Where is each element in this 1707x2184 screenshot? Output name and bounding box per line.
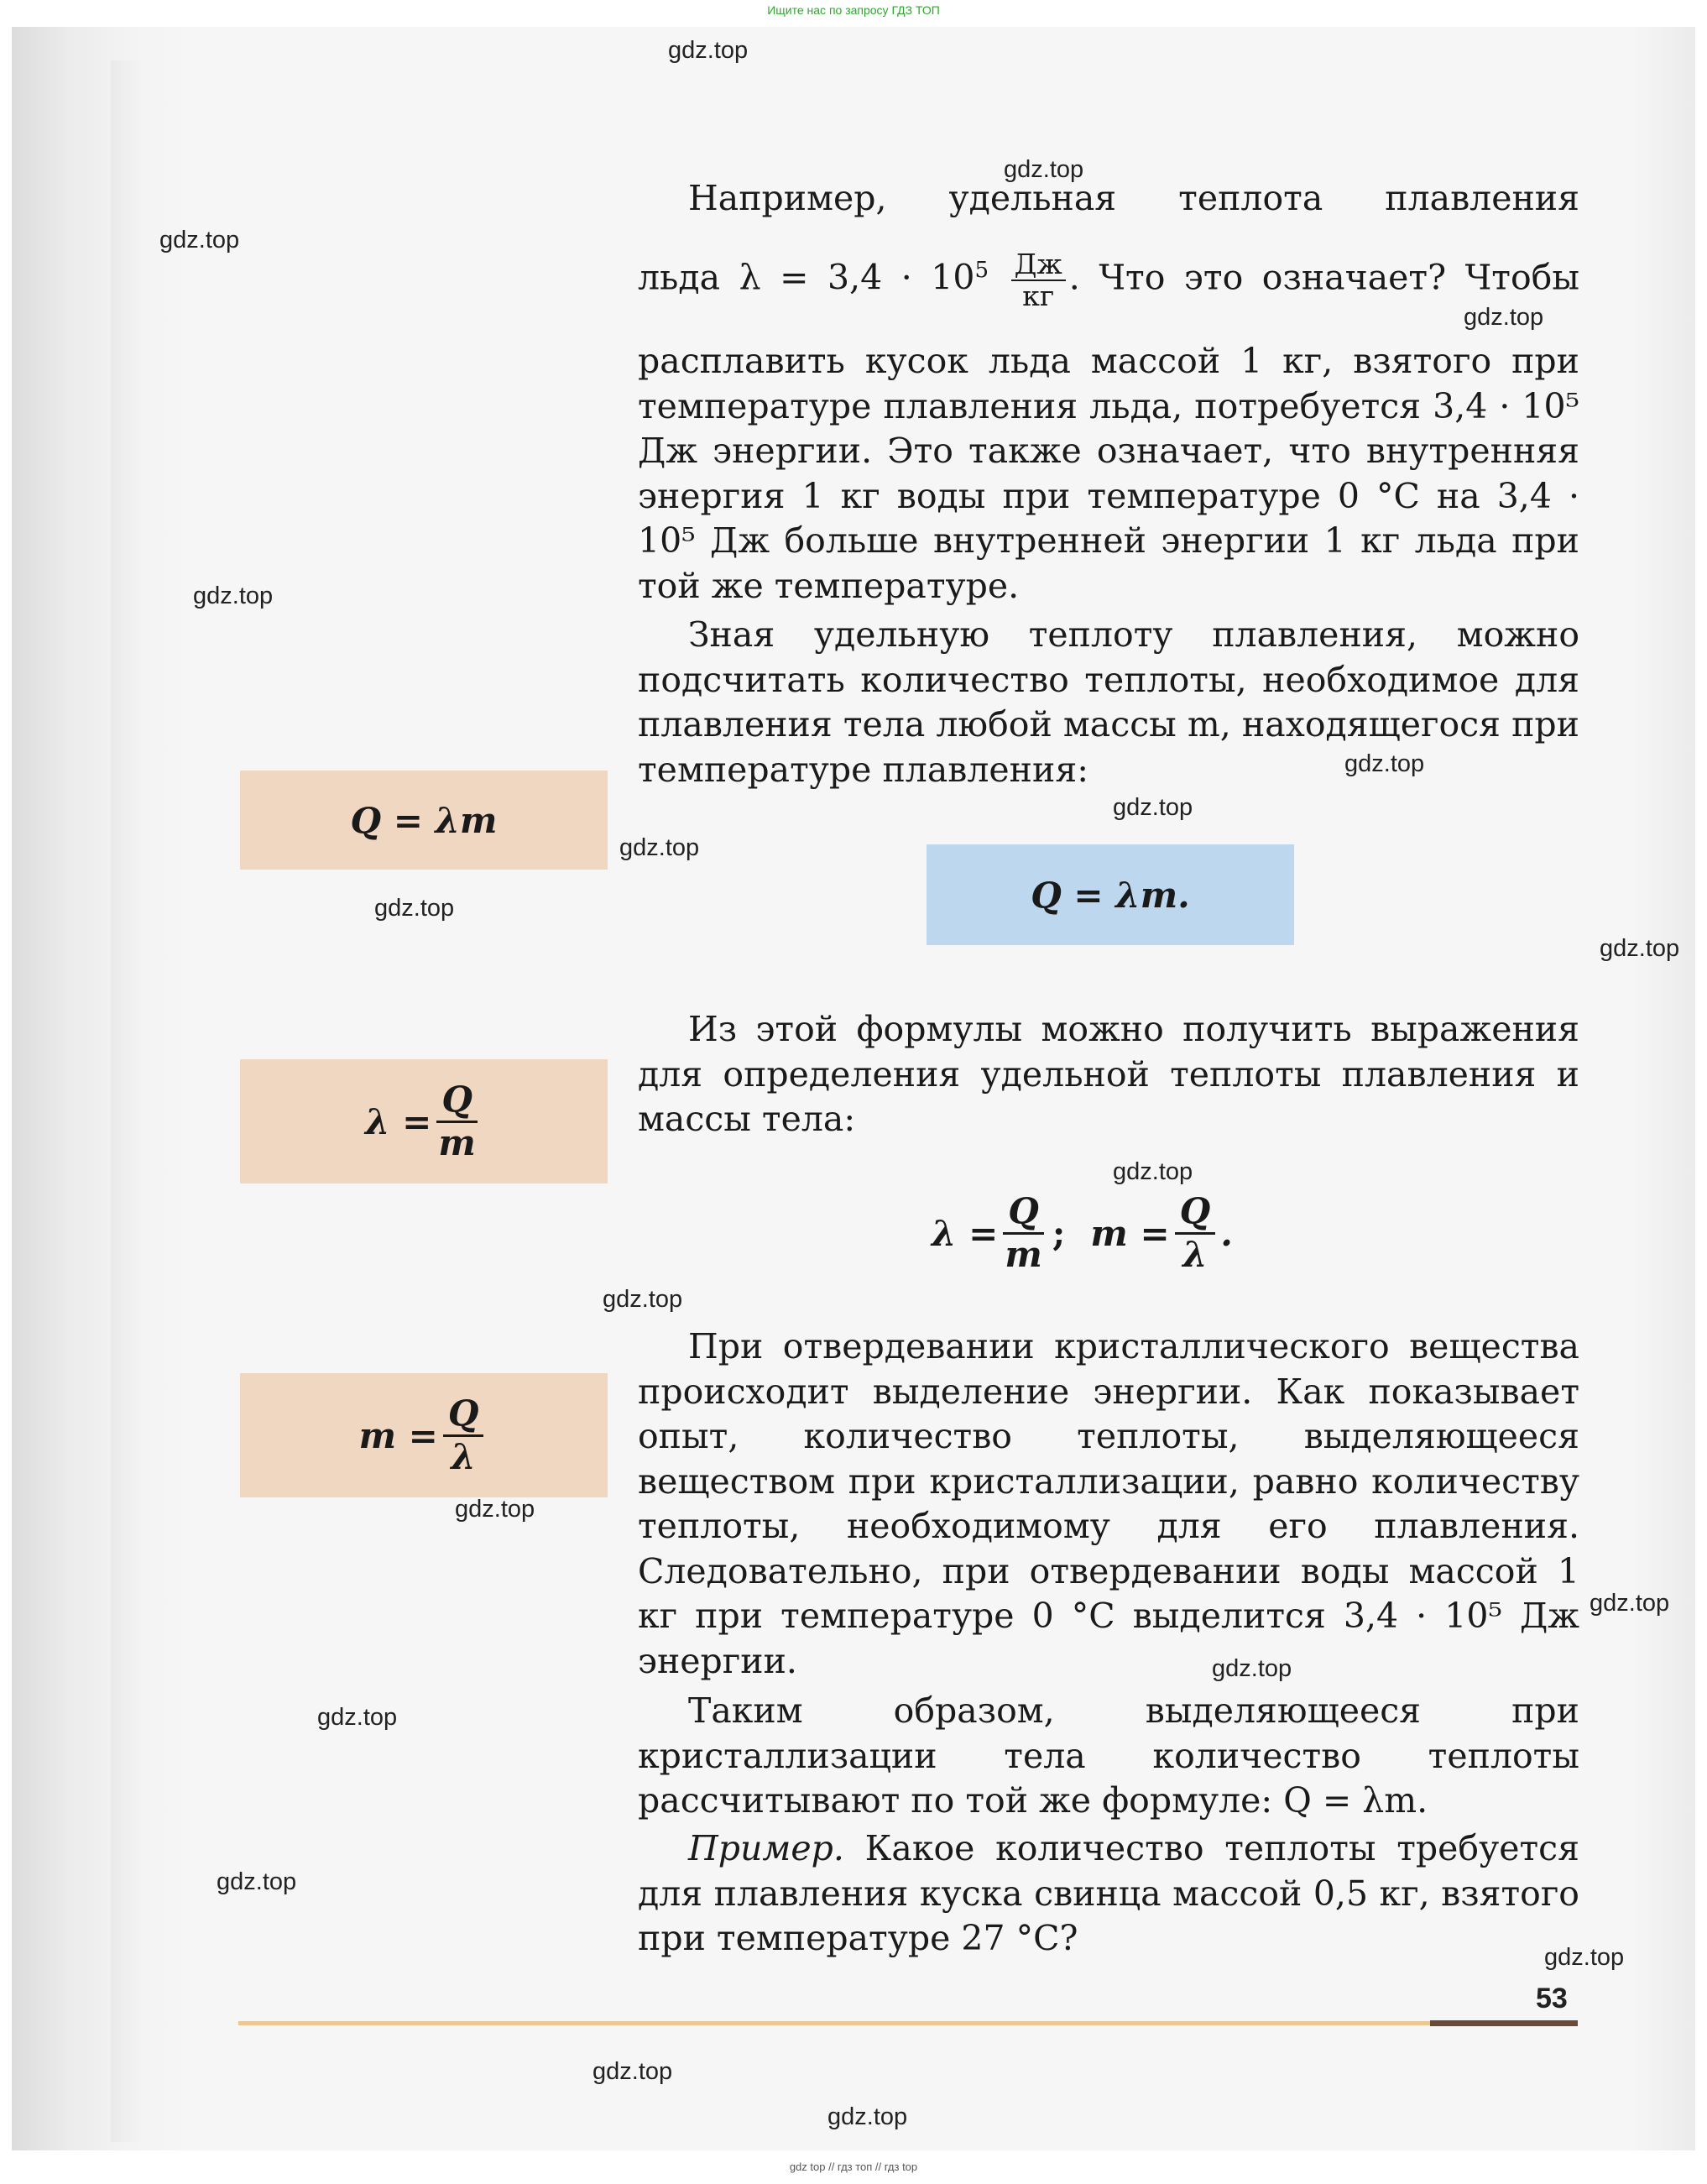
watermark: gdz.top bbox=[827, 2103, 908, 2130]
side-formula-3-numerator: Q bbox=[443, 1395, 484, 1436]
paragraph-2: Зная удельную теплоту плавления, можно подсчитать количество теплоты, необходимое для плавления тела любой массы m, находящегося при температуре плавления: bbox=[638, 614, 1579, 790]
watermark: gdz.top bbox=[455, 1496, 535, 1523]
watermark: gdz.top bbox=[1113, 1158, 1193, 1185]
page-spine-shadow bbox=[111, 60, 144, 2142]
side-formula-3-left: m = bbox=[358, 1414, 438, 1456]
exponent: 5 bbox=[974, 258, 989, 283]
bottom-banner: gdz top // гдз топ // гдз top bbox=[789, 2160, 918, 2173]
paragraph-1-text: Например, удельная теплота плавления bbox=[688, 178, 1579, 218]
paragraph-1-rest: расплавить кусок льда массой 1 кг, взятого при температуре плавления льда, потребуется 3,4 · 10⁵ Дж энергии. Это также означает, что внутренняя энергия 1 кг воды при температуре 0 °С на 3,4 · 10⁵ Дж больше внутренней энергии 1 кг льда при той же температуре. bbox=[638, 341, 1579, 606]
watermark: gdz.top bbox=[159, 227, 240, 253]
paragraph-1-line-2 bbox=[638, 248, 1579, 311]
mass-formula-left: m = bbox=[1090, 1212, 1170, 1254]
watermark: gdz.top bbox=[1004, 156, 1084, 183]
watermark: gdz.top bbox=[1464, 304, 1544, 331]
side-formula-2-numerator: Q bbox=[436, 1081, 478, 1122]
page-number: 53 bbox=[1536, 1983, 1568, 2014]
lambda-numerator: Q bbox=[1003, 1193, 1044, 1234]
side-formula-3-fraction bbox=[443, 1392, 484, 1477]
paragraph-4: При отвердевании кристаллического вещества происходит выделение энергии. Как показывает опыт, количество теплоты, выделяющееся веществом при кристаллизации, равно количеству теплоты, необходимому для его плавления. Следовательно, при отвердевании воды массой 1 кг при температуре 0 °С выделится 3,4 · 10⁵ Дж энергии. bbox=[638, 1326, 1579, 1681]
lambda-denominator: m bbox=[1005, 1233, 1042, 1275]
mass-fraction bbox=[1175, 1190, 1216, 1275]
watermark: gdz.top bbox=[317, 1704, 398, 1731]
example-label: Пример. bbox=[688, 1828, 844, 1868]
watermark: gdz.top bbox=[592, 2058, 673, 2085]
footer-line-accent bbox=[1430, 2020, 1578, 2026]
derived-formulas bbox=[932, 1187, 1368, 1279]
watermark: gdz.top bbox=[1113, 794, 1193, 821]
unit-numerator: Дж bbox=[1011, 249, 1066, 281]
paragraph-5: Таким образом, выделяющееся при кристаллизации тела количество теплоты рассчитывают по той же формуле: Q = λm. bbox=[638, 1690, 1579, 1821]
example-text: Какое количество теплоты требуется для плавления куска свинца массой 0,5 кг, взятого при температуре 27 °С? bbox=[638, 1828, 1579, 1958]
side-formula-card-1 bbox=[240, 771, 608, 870]
question-text: . Что это означает? Чтобы bbox=[1068, 257, 1579, 298]
watermark: gdz.top bbox=[1590, 1590, 1670, 1617]
side-formula-3-denominator: λ bbox=[451, 1435, 476, 1477]
unit-denominator: кг bbox=[1022, 280, 1055, 313]
main-formula: Q = λm. bbox=[1031, 874, 1190, 916]
paragraph-6 bbox=[638, 1826, 1579, 1962]
lambda-fraction bbox=[1003, 1190, 1044, 1275]
side-formula-2-fraction bbox=[436, 1081, 478, 1161]
side-formula-2-denominator: m bbox=[438, 1121, 476, 1163]
side-formula-1: Q = λm bbox=[350, 799, 498, 841]
watermark: gdz.top bbox=[374, 895, 455, 922]
watermark: gdz.top bbox=[603, 1286, 683, 1313]
watermark: gdz.top bbox=[1544, 1944, 1625, 1971]
side-formula-card-3 bbox=[240, 1373, 608, 1497]
watermark: gdz.top bbox=[1212, 1655, 1292, 1682]
mass-numerator: Q bbox=[1175, 1193, 1216, 1234]
main-formula-box bbox=[927, 844, 1294, 945]
watermark: gdz.top bbox=[193, 583, 274, 609]
watermark: gdz.top bbox=[668, 37, 749, 64]
lambda-ice-text: льда λ = 3,4 · 10 bbox=[638, 257, 975, 298]
lambda-formula-left: λ = bbox=[932, 1212, 999, 1254]
watermark: gdz.top bbox=[1600, 935, 1680, 962]
unit-fraction bbox=[1011, 249, 1066, 312]
formula-end: . bbox=[1220, 1212, 1233, 1254]
watermark: gdz.top bbox=[1344, 750, 1425, 777]
top-banner: Ищите нас по запросу ГДЗ ТОП bbox=[767, 3, 940, 17]
side-formula-2-left: λ = bbox=[365, 1100, 432, 1142]
footer-line bbox=[238, 2021, 1430, 2025]
paragraph-1-line-1 bbox=[638, 176, 1579, 222]
side-formula-card-2 bbox=[240, 1059, 608, 1183]
watermark: gdz.top bbox=[619, 834, 700, 861]
paragraph-3: Из этой формулы можно получить выражения для определения удельной теплоты плавления и массы тела: bbox=[638, 1009, 1579, 1139]
mass-denominator: λ bbox=[1182, 1233, 1208, 1275]
watermark: gdz.top bbox=[217, 1868, 297, 1895]
formula-separator: ; bbox=[1052, 1212, 1066, 1254]
